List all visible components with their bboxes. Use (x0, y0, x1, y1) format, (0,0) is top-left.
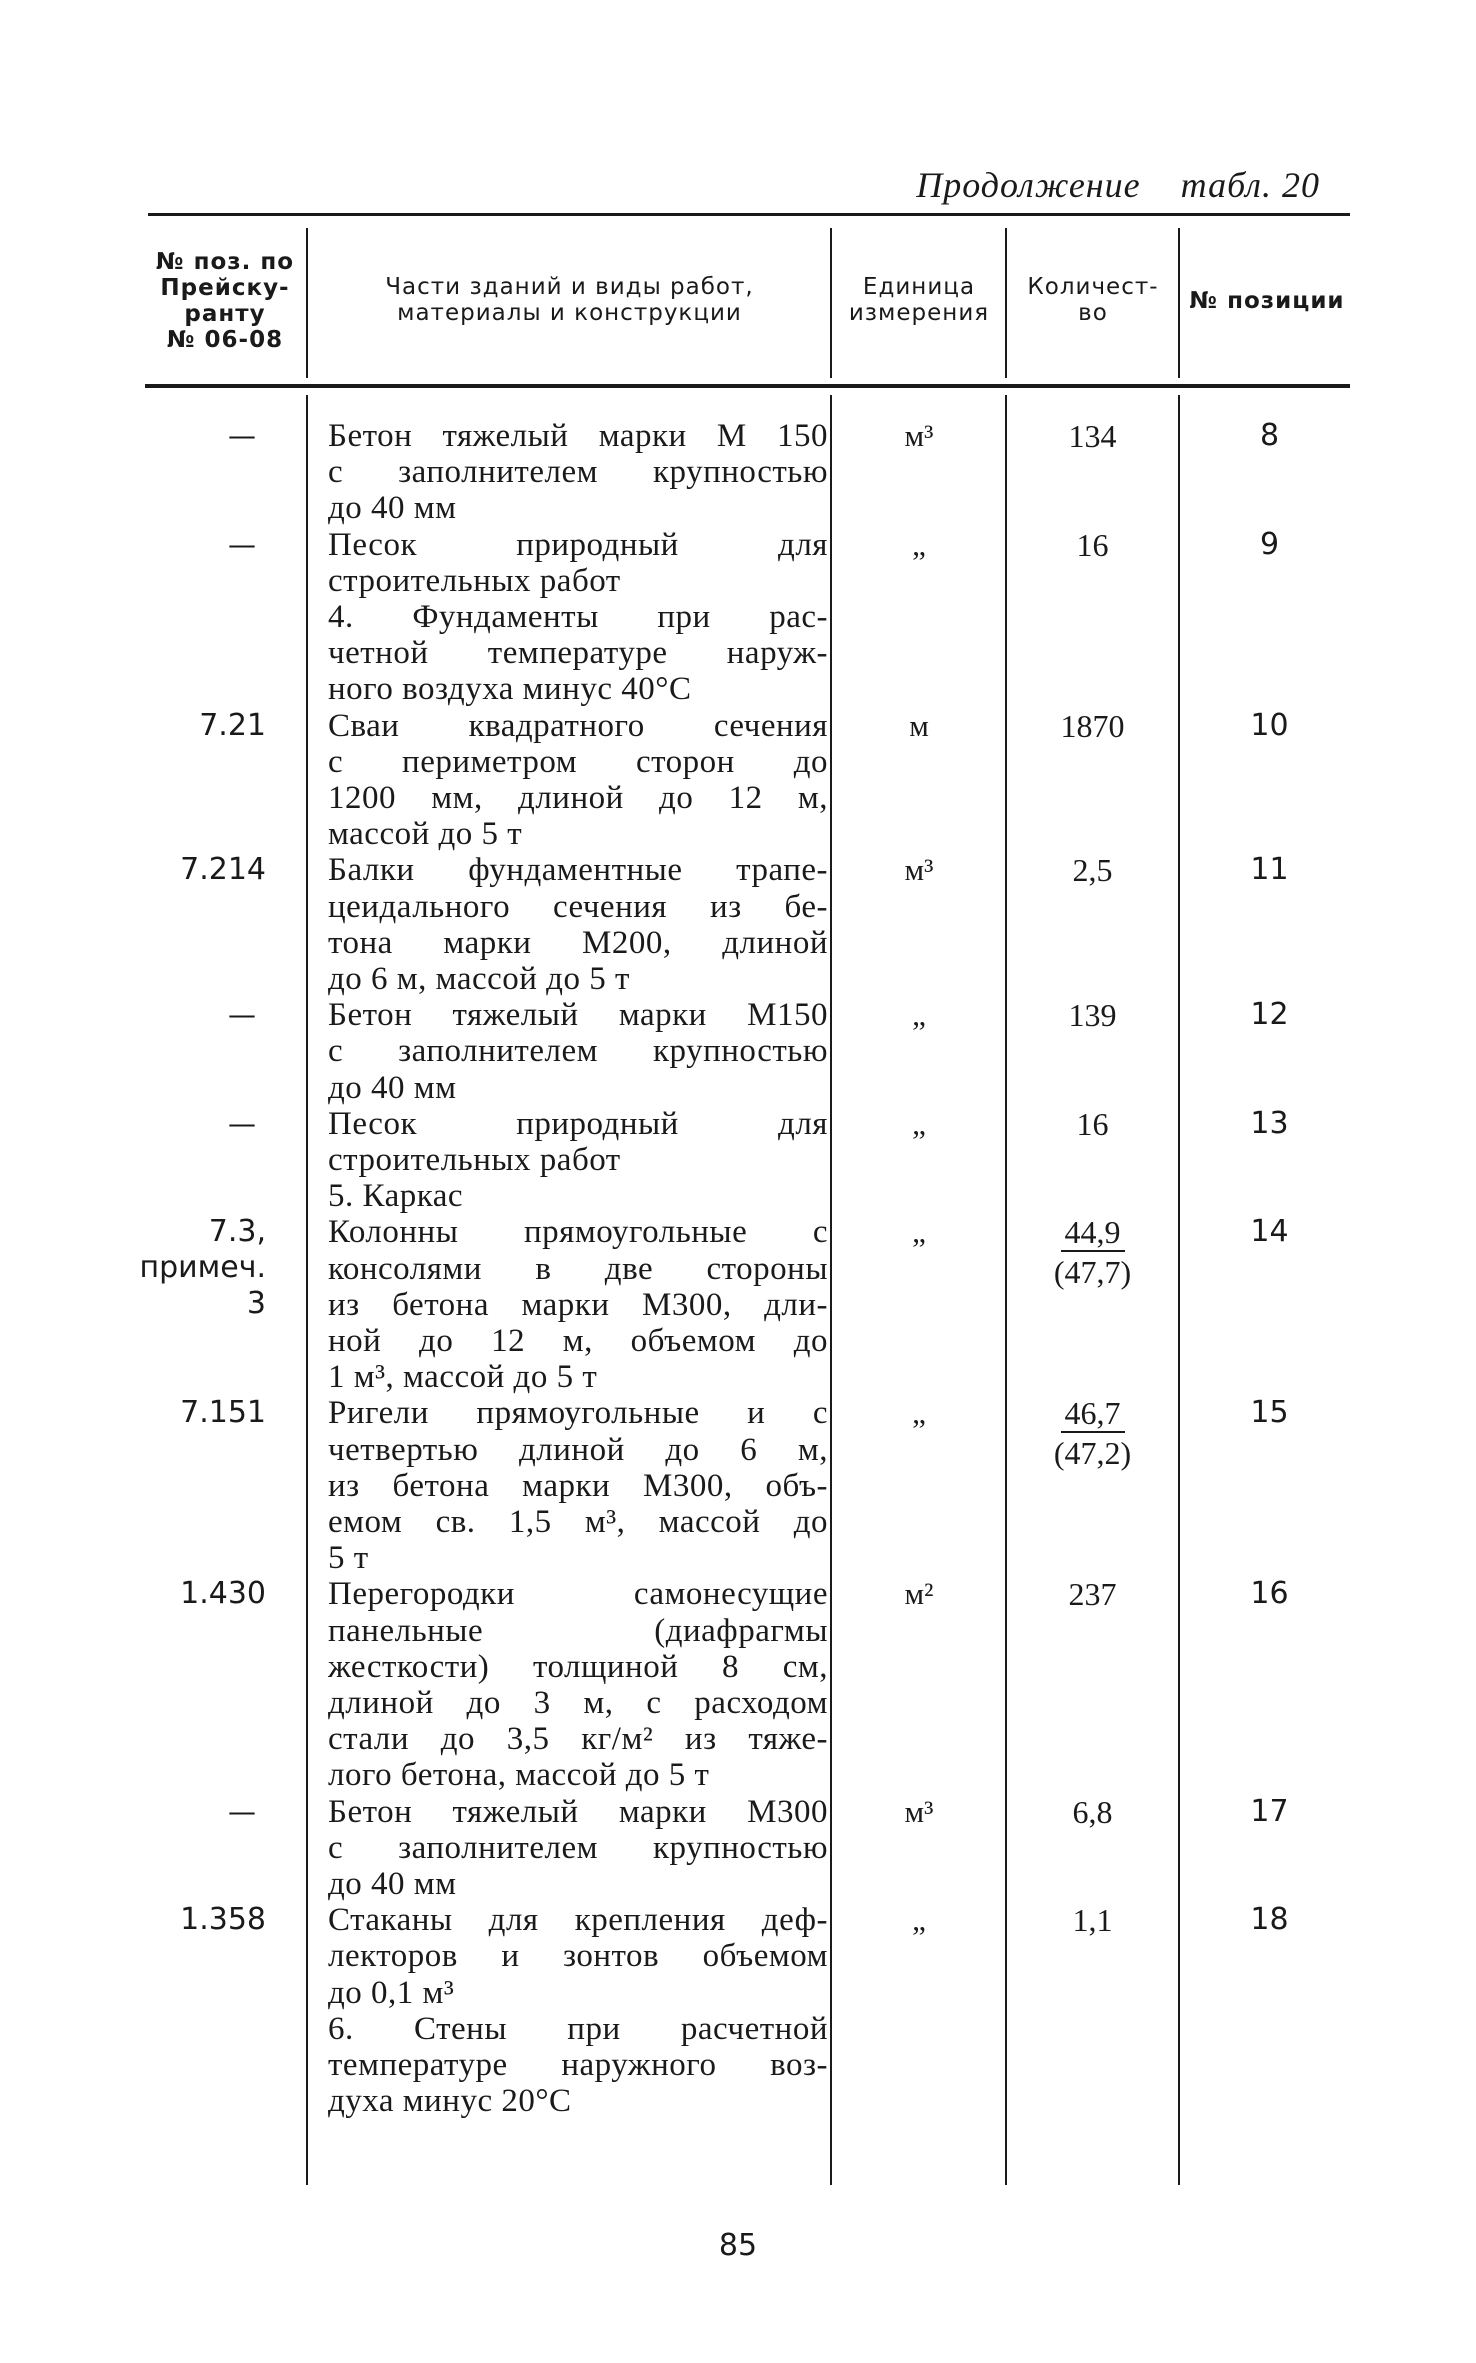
row-quantity: 16 (1076, 1105, 1109, 1142)
row-description (328, 527, 828, 599)
page-number: 85 (718, 2228, 758, 2263)
header-quantity-line: Количест- (1027, 274, 1159, 300)
row-unit: „ (912, 526, 926, 562)
row-description-line: панельные (диафрагмы (328, 1612, 828, 1649)
header-position (1182, 256, 1352, 346)
row-position: 10 (1250, 707, 1289, 743)
row-description-line: четвертью длиной до 6 м, (328, 1431, 828, 1468)
row-quantity: 1870 (1060, 707, 1125, 744)
row-price-code (112, 527, 302, 563)
row-description-line: ной до 12 м, объемом до (328, 1323, 828, 1359)
row-description-line: ного воздуха минус 40°С (328, 671, 692, 708)
row-quantity: 6,8 (1072, 1793, 1113, 1830)
row-unit: м (909, 707, 929, 743)
row-price-code-text: — (228, 1106, 256, 1140)
row-description-line: Бетон тяжелый марки М300 (328, 1793, 828, 1830)
body-divider-3 (1005, 395, 1007, 2185)
row-description-line: жесткости) толщиной 8 см, (328, 1648, 828, 1685)
row-position: 14 (1250, 1214, 1289, 1250)
row-position: 13 (1250, 1105, 1289, 1141)
row-description (328, 1106, 828, 1178)
row-description-line: с заполнителем крупностью (328, 1033, 828, 1070)
row-unit: „ (912, 1105, 926, 1141)
row-quantity: 1,1 (1072, 1902, 1113, 1939)
caption-continuation: Продолжение (916, 165, 1141, 205)
row-description-line: тона марки М200, длиной (328, 924, 828, 961)
row-quantity: 2,5 (1072, 852, 1113, 889)
row-description-line: консолями в две стороны (328, 1250, 828, 1287)
header-quantity (1009, 250, 1177, 350)
row-price-code (112, 1794, 302, 1830)
row-unit: „ (912, 1395, 926, 1431)
row-description-line: лого бетона, массой до 5 т (328, 1757, 710, 1794)
header-position-line: № позиции (1189, 288, 1345, 314)
row-price-code (112, 708, 302, 744)
row-position: 15 (1250, 1395, 1289, 1431)
row-price-code (112, 1902, 302, 1938)
header-price-position-line: № 06-08 (166, 327, 284, 353)
header-description (312, 250, 827, 350)
header-divider-4 (1178, 228, 1180, 378)
row-description-line: Сваи квадратного сечения (328, 707, 828, 744)
row-price-code (112, 1395, 302, 1431)
header-unit-line: измерения (848, 300, 990, 326)
row-quantity-main: 46,7 (1061, 1395, 1125, 1433)
row-price-code (112, 997, 302, 1033)
row-description-line: Перегородки самонесущие (328, 1576, 828, 1613)
row-description-line: Ригели прямоугольные и с (328, 1395, 828, 1432)
row-description-line: до 0,1 м³ (328, 1974, 455, 2011)
row-quantity: 134 (1068, 418, 1117, 454)
row-description-line: массой до 5 т (328, 816, 523, 853)
row-position: 8 (1259, 418, 1280, 453)
row-position: 18 (1250, 1902, 1289, 1938)
row-description (328, 1395, 828, 1576)
row-description-line: 5 т (328, 1540, 369, 1577)
row-unit: „ (912, 1902, 926, 1938)
row-unit: м³ (904, 852, 934, 888)
row-description (328, 708, 828, 853)
header-divider-2 (830, 228, 832, 378)
row-description-line: до 6 м, массой до 5 т (328, 961, 630, 997)
row-quantity-alt: (47,7) (1053, 1254, 1132, 1291)
row-price-code-text: 7.151 (180, 1395, 266, 1431)
row-description (328, 1902, 828, 2011)
row-price-code-text: 7.214 (180, 852, 266, 888)
header-unit (834, 250, 1004, 350)
row-price-code-text: — (228, 527, 256, 561)
row-quantity-main: 44,9 (1061, 1214, 1125, 1252)
row-description-line: Бетон тяжелый марки М150 (328, 997, 828, 1034)
row-description-line: строительных работ (328, 1142, 621, 1178)
row-description-line: с заполнителем крупностью (328, 454, 828, 491)
header-price-position-line: Прейску- (160, 275, 290, 301)
row-description-line: до 40 мм (328, 1069, 457, 1106)
header-quantity-line: во (1078, 300, 1108, 326)
row-description-line: 5. Каркас (328, 1178, 464, 1215)
row-description (328, 2011, 828, 2120)
row-unit: „ (912, 997, 926, 1033)
row-description-line: Стаканы для крепления деф- (328, 1902, 828, 1939)
row-quantity: 237 (1068, 1576, 1117, 1613)
header-price-position-line: № поз. по (155, 249, 295, 275)
row-description-line: из бетона марки М300, дли- (328, 1286, 828, 1323)
row-description-line: Бетон тяжелый марки М 150 (328, 418, 828, 454)
row-description-line: до 40 мм (328, 490, 457, 527)
row-description (328, 599, 828, 708)
row-unit: „ (912, 1214, 926, 1250)
row-description-line: строительных работ (328, 562, 621, 599)
header-description-line: Части зданий и виды работ, (385, 274, 754, 300)
row-position: 9 (1259, 526, 1280, 562)
row-description-line: емом св. 1,5 м³, массой до (328, 1504, 828, 1540)
row-description (328, 1214, 828, 1395)
row-price-code-text: 7.21 (199, 707, 266, 743)
row-position: 11 (1250, 852, 1289, 888)
row-description-line: Балки фундаментные трапе- (328, 852, 828, 889)
row-quantity-alt: (47,2) (1053, 1435, 1132, 1472)
row-description (328, 1794, 828, 1903)
row-description-line: с заполнителем крупностью (328, 1829, 828, 1866)
row-price-code (112, 852, 302, 888)
row-price-code (112, 1106, 302, 1142)
row-description-line: Колонны прямоугольные с (328, 1214, 828, 1251)
row-description-line: с периметром сторон до (328, 743, 828, 780)
row-unit: м³ (904, 418, 934, 453)
row-price-code (112, 418, 302, 454)
row-price-code-text: 1.430 (180, 1576, 266, 1612)
row-price-code-text: — (228, 998, 256, 1032)
header-bottom-rule (145, 384, 1350, 388)
header-description-line: материалы и конструкции (397, 300, 742, 326)
caption-table-ref: табл. 20 (1180, 165, 1320, 205)
row-unit: м³ (904, 1793, 934, 1829)
row-description (328, 1576, 828, 1793)
header-unit-line: Единица (862, 274, 976, 300)
row-price-code-text: 7.3, (208, 1214, 266, 1250)
row-description-line: Песок природный для (328, 526, 828, 563)
row-position: 12 (1250, 997, 1289, 1033)
body-divider-2 (830, 395, 832, 2185)
row-price-code (112, 1576, 302, 1612)
row-description-line: духа минус 20°С (328, 2083, 572, 2120)
row-description-line: до 40 мм (328, 1866, 457, 1902)
row-position: 17 (1250, 1793, 1289, 1829)
header-price-position (150, 246, 300, 356)
row-price-code-text: 1.358 (180, 1902, 266, 1938)
row-position: 16 (1250, 1576, 1289, 1612)
row-description-line: из бетона марки М300, объ- (328, 1467, 828, 1504)
header-divider-3 (1005, 228, 1007, 378)
row-description (328, 418, 828, 527)
row-quantity: 16 (1076, 526, 1109, 563)
header-price-position-line: ранту (184, 301, 266, 327)
row-description-line: лекторов и зонтов объемом (328, 1938, 828, 1975)
row-price-code (112, 1214, 302, 1322)
body-divider-1 (306, 395, 308, 2185)
row-description-line: длиной до 3 м, с расходом (328, 1685, 828, 1721)
row-description (328, 1178, 828, 1214)
row-description-line: 4. Фундаменты при рас- (328, 599, 828, 635)
row-quantity (1010, 1395, 1175, 1473)
row-quantity: 139 (1068, 997, 1117, 1034)
row-description-line: 1200 мм, длиной до 12 м, (328, 780, 828, 816)
table-caption (860, 164, 1320, 206)
row-description-line: четной температуре наруж- (328, 635, 828, 672)
row-price-code-text: — (228, 419, 256, 452)
row-description-line: 1 м³, массой до 5 т (328, 1359, 598, 1396)
body-divider-4 (1178, 395, 1180, 2185)
row-description-line: 6. Стены при расчетной (328, 2010, 828, 2047)
row-description (328, 997, 828, 1106)
top-rule (148, 213, 1350, 216)
row-unit: м² (904, 1576, 934, 1612)
row-description-line: цеидального сечения из бе- (328, 888, 828, 925)
row-price-code-text: — (228, 1794, 256, 1828)
row-quantity (1010, 1214, 1175, 1292)
row-price-code-note: примеч. 3 (139, 1250, 266, 1322)
row-description-line: стали до 3,5 кг/м² из тяже- (328, 1721, 828, 1758)
header-divider-1 (306, 228, 308, 378)
row-description (328, 852, 828, 997)
row-description-line: Песок природный для (328, 1105, 828, 1142)
row-description-line: температуре наружного воз- (328, 2047, 828, 2083)
